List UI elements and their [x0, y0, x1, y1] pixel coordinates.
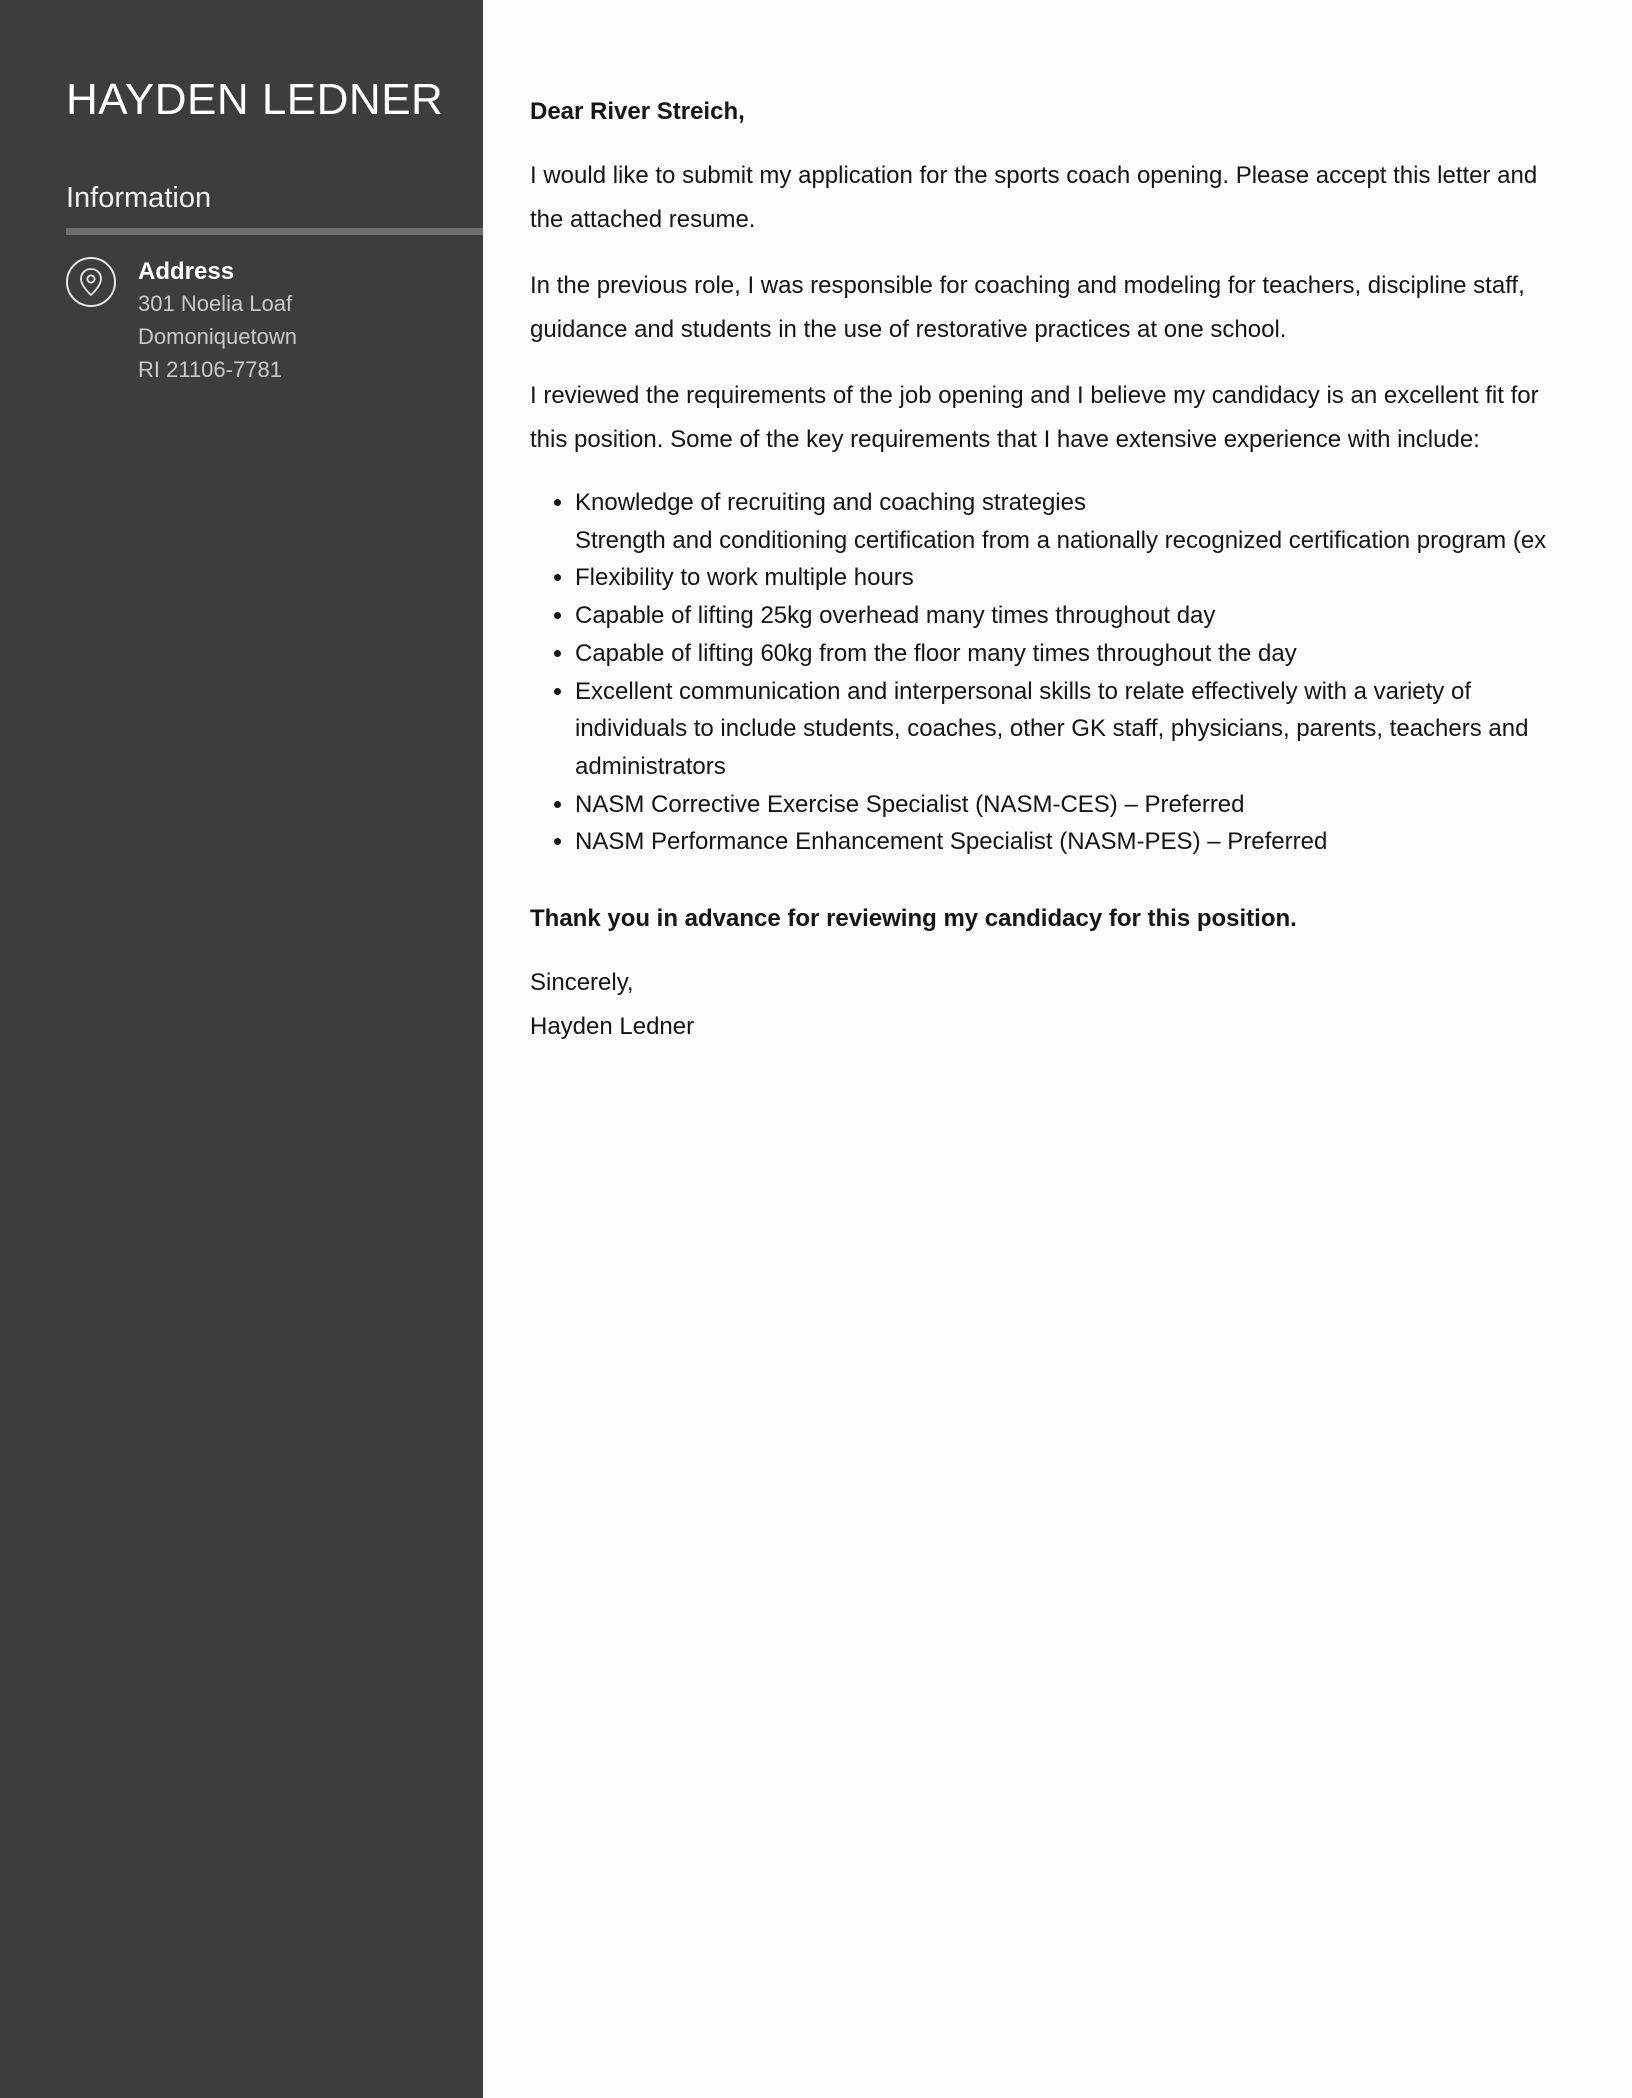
- requirements-paragraph: I reviewed the requirements of the job opening and I believe my candidacy is an excellent fit for this position. Some of the key requirements that I have extensive experience with include:: [530, 382, 1539, 453]
- closing-statement: Thank you in advance for reviewing my candidacy for this position.: [530, 905, 1297, 933]
- address-label: Address: [138, 258, 235, 285]
- address-line-3: RI 21106-7781: [138, 357, 282, 382]
- address-line-2: Domoniquetown: [138, 324, 297, 349]
- address-block: [66, 257, 483, 386]
- list-item: • Flexibility to work multiple hours: [575, 559, 1572, 597]
- signature-name: Hayden Ledner: [530, 1013, 695, 1041]
- address-details: [138, 257, 297, 386]
- letter-body: [483, 0, 1632, 2098]
- applicant-name: HAYDEN LEDNER: [66, 75, 444, 124]
- list-item: • NASM Corrective Exercise Specialist (NASM-CES) – Preferred: [575, 786, 1572, 824]
- address-line-1: 301 Noelia Loaf: [138, 291, 293, 316]
- sidebar: [0, 0, 483, 2098]
- section-divider: [66, 228, 483, 235]
- signoff: Sincerely,: [530, 969, 634, 997]
- location-pin-glyph: [78, 267, 104, 297]
- list-item: • NASM Performance Enhancement Specialist (NASM-PES) – Preferred: [575, 823, 1572, 861]
- list-item: • Excellent communication and interpersonal skills to relate effectively with a variety of individuals to include students, coaches, other GK staff, physicians, parents, teachers and administrators: [575, 673, 1572, 786]
- experience-paragraph: In the previous role, I was responsible for coaching and modeling for teachers, discipline staff, guidance and students in the use of restorative practices at one school.: [530, 272, 1525, 343]
- list-item: • Capable of lifting 25kg overhead many times throughout day: [575, 597, 1572, 635]
- requirements-list: [530, 484, 1572, 861]
- information-heading: Information: [66, 182, 212, 214]
- location-pin-icon: [66, 257, 116, 307]
- list-item: • Knowledge of recruiting and coaching strategies: [575, 484, 1572, 522]
- list-item: • Capable of lifting 60kg from the floor many times throughout the day: [575, 635, 1572, 673]
- greeting: Dear River Streich,: [530, 98, 745, 125]
- intro-paragraph: I would like to submit my application for the sports coach opening. Please accept this letter and the attached resume.: [530, 162, 1538, 233]
- list-item: • Strength and conditioning certification from a nationally recognized certification program (ex: [575, 522, 1572, 560]
